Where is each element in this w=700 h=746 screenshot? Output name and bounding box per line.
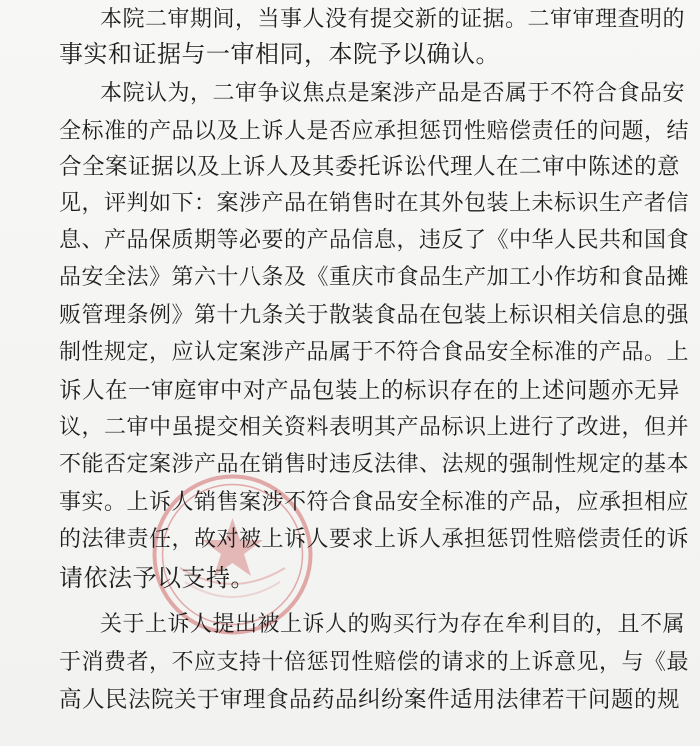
paragraph-text: 请依法予以支持。 (59, 564, 255, 592)
paragraph-text: 议，二审中虽提交相关资料表明其产品标识上进行了改进，但并 (59, 415, 690, 440)
paragraph-text: 高人民法院关于审理食品药品纠纷案件适用法律若干问题的规 (59, 687, 681, 713)
paragraph-text: 品安全法》第六十八条及《重庆市食品生产加工小作坊和食品摊 (59, 265, 690, 290)
paragraph-line (0, 221, 700, 261)
paragraph-text: 见，评判如下：案涉产品在销售时在其外包装上未标识生产者信 (59, 191, 690, 216)
paragraph-text: 息、产品保质期等必要的产品信息，违反了《中华人民共和国食 (59, 228, 690, 253)
paragraph-line (0, 112, 700, 152)
paragraph-text: 关于上诉人提出被上诉人的购买行为存在牟利目的，且不属 (100, 612, 686, 637)
paragraph-text: 全标准的产品以及上诉人是否应承担惩罚性赔偿责任的问题，结 (59, 119, 690, 144)
paragraph-line (0, 333, 700, 373)
paragraph-line (0, 34, 700, 74)
paragraph-text: 不能否定案涉产品在销售时违反法律、法规的强制性规定的基本 (59, 452, 690, 477)
paragraph-text: 的法律责任，故对被上诉人要求上诉人承担惩罚性赔偿责任的诉 (59, 527, 690, 552)
paragraph-line (0, 483, 700, 523)
paragraph-line (0, 371, 700, 411)
paragraph-line (0, 445, 700, 485)
paragraph-line (0, 643, 700, 683)
paragraph-line (0, 258, 700, 298)
paragraph-line (0, 520, 700, 560)
paragraph-text: 于消费者，不应支持十倍惩罚性赔偿的请求的上诉意见，与《最 (59, 650, 690, 675)
paragraph-line (0, 296, 700, 336)
paragraph-line (0, 408, 700, 448)
paragraph-text: 贩管理条例》第十九条关于散装食品在包装上标识相关信息的强 (59, 303, 690, 328)
paragraph-line (0, 605, 700, 645)
paragraph-line (0, 147, 700, 187)
paragraph-text: 事实和证据与一审相同，本院予以确认。 (59, 40, 500, 68)
paragraph-text: 事实。上诉人销售案涉不符合食品安全标准的产品，应承担相应 (59, 490, 690, 515)
paragraph-text: 诉人在一审庭审中对产品包装上的标识存在的上述问题亦无异 (59, 378, 681, 404)
paragraph-text: 本院二审期间，当事人没有提交新的证据。二审审理查明的 (100, 7, 686, 32)
paragraph-text: 合全案证据以及上诉人及其委托诉讼代理人在二审中陈述的意 (59, 154, 681, 180)
paragraph-text: 本院认为，二审争议焦点是案涉产品是否属于不符合食品安 (100, 81, 686, 106)
paragraph-line (0, 558, 700, 598)
paragraph-line (0, 74, 700, 114)
paragraph-line (0, 680, 700, 720)
paragraph-text: 制性规定，应认定案涉产品属于不符合食品安全标准的产品。上 (59, 340, 690, 365)
paragraph-line (0, 184, 700, 224)
